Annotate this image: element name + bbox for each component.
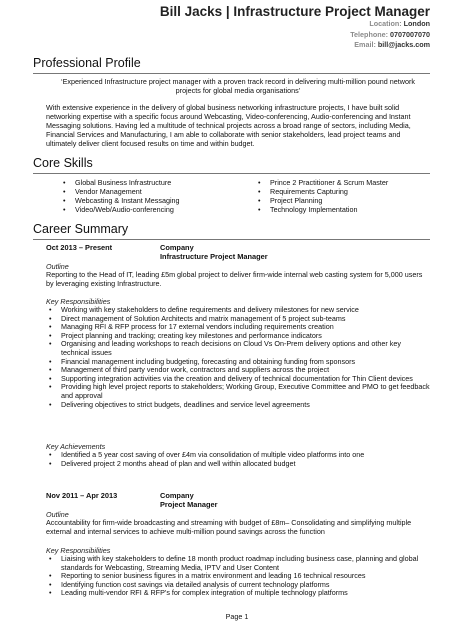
profile-quote: ‘Experienced Infrastructure project manager with a proven track record in delivering multi-million pound network projects for global media organisations’ (61, 77, 415, 95)
location-value: London (403, 19, 430, 28)
email-line (160, 40, 430, 51)
job-role: Infrastructure Project Manager (160, 252, 268, 261)
career-heading: Career Summary (33, 222, 129, 236)
skill-item: • Video/Web/Audio-conferencing (60, 205, 235, 214)
achievements-list (46, 451, 430, 468)
responsibilities-list (46, 555, 430, 598)
profile-body: With extensive experience in the delivery of global business networking infrastructure projects, I have built solid networking expertise with a specific focus around Webcasting, Video-conferencing, Audio-conferencing and Instant Messaging solutions. Having led a multitude of technical projects across a broad range of sectors, including Media, Financial Services and Manufacturing, I am able to collaborate with senior stakeholders, lead project teams and ultimately deliver client focused results on time and within budget. (46, 103, 411, 148)
list-item: • Management of third party vendor work, contractors and suppliers across the project (46, 366, 430, 375)
list-item: • Supporting integration activities via the creation and delivery of technical documentation for Thin Client devices (46, 375, 430, 384)
telephone-value: 0707007070 (390, 29, 430, 39)
list-item: • Identified a 5 year cost saving of over £4m via consolidation of multiple video platforms into one (46, 451, 430, 460)
skill-item: • Technology Implementation (255, 205, 430, 214)
skill-item: • Webcasting & Instant Messaging (60, 196, 235, 205)
list-item: • Organising and leading workshops to reach decisions on Cloud Vs On-Prem delivery options and other key technical issues (46, 340, 430, 357)
telephone-label: Telephone: (350, 29, 389, 39)
skills-list-right (255, 178, 430, 214)
list-item: • Financial management including budgeting, forecasting and obtaining funding from sponsors (46, 358, 430, 367)
list-item: • Delivering objectives to strict budgets, deadlines and service level agreements (46, 401, 430, 410)
list-item: • Providing high level project reports to stakeholders; Working Group, Executive Committee and PMO to get feedback and approval (46, 383, 430, 400)
skills-list-left (60, 178, 235, 214)
email-value: bill@jacks.com (377, 40, 430, 49)
skill-item: • Requirements Capturing (255, 187, 430, 196)
list-item: • Identifying function cost savings via detailed analysis of current technology platforms (46, 581, 430, 590)
profile-divider (33, 73, 430, 74)
candidate-name: Bill Jacks | Infrastructure Project Manager (159, 4, 430, 19)
responsibilities-label: Key Responsibilities (46, 297, 111, 306)
achievements-label: Key Achievements (46, 442, 106, 451)
list-item: • Project planning and tracking; creating key milestones and performance indicators (46, 332, 430, 341)
job-company: Company (160, 243, 194, 252)
job-header (160, 491, 218, 509)
outline-label: Outline (46, 262, 69, 271)
job-outline: Accountability for firm-wide broadcasting and streaming with budget of £8m– Consolidating and simplifying multiple external and internal services to achieve multi-million pound savings across the function (46, 518, 412, 536)
cv-header (160, 4, 430, 51)
skills-divider (33, 173, 430, 174)
outline-label: Outline (46, 510, 69, 519)
list-item: • Reporting to senior business figures in a matrix environment and leading 16 technical resources (46, 572, 430, 581)
responsibilities-label: Key Responsibilities (46, 546, 111, 555)
location-label: Location: (369, 19, 402, 28)
skill-item: • Prince 2 Practitioner & Scrum Master (255, 178, 430, 187)
profile-heading: Professional Profile (33, 56, 141, 70)
list-item: • Direct management of Solution Architects and matrix management of 5 project sub-teams (46, 315, 430, 324)
skills-heading: Core Skills (33, 156, 93, 170)
career-divider (33, 239, 430, 240)
job-dates: Oct 2013 – Present (46, 243, 113, 252)
skill-item: • Vendor Management (60, 187, 235, 196)
job-outline: Reporting to the Head of IT, leading £5m global project to deliver firm-wide internal web casting system for 5,000 users by leveraging existing Infrastructure. (46, 270, 423, 288)
telephone-line (160, 30, 430, 41)
skill-item: • Project Planning (255, 196, 430, 205)
list-item: • Managing RFI & RFP process for 17 external vendors including requirements creation (46, 323, 430, 332)
job-dates: Nov 2011 – Apr 2013 (46, 491, 118, 500)
job-company: Company (160, 491, 194, 500)
job-header (160, 243, 268, 261)
list-item: • Working with key stakeholders to define requirements and delivery milestones for new service (46, 306, 430, 315)
skill-item: • Global Business Infrastructure (60, 178, 235, 187)
location-line (160, 19, 430, 30)
job-role: Project Manager (160, 500, 218, 509)
list-item: • Liaising with key stakeholders to define 18 month product roadmap including business case, planning and global standards for Webcasting, Streaming Media, IPTV and User Content (46, 555, 430, 572)
list-item: • Leading multi-vendor RFI & RFP’s for complex integration of multiple technology platforms (46, 589, 430, 598)
page-number: Page 1 (225, 612, 249, 621)
list-item: • Delivered project 2 months ahead of plan and well within allocated budget (46, 460, 430, 469)
responsibilities-list (46, 306, 430, 409)
email-label: Email: (354, 40, 376, 49)
